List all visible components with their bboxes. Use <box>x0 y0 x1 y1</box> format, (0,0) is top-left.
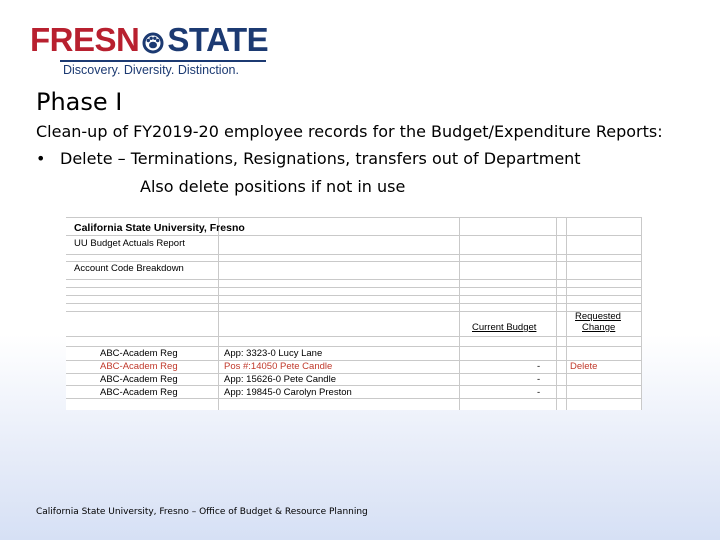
row-position-highlighted: Pos #:14050 Pete Candle <box>224 361 333 372</box>
row-budget: - <box>537 374 541 385</box>
col-header-change: Change <box>582 322 616 333</box>
col-header-current-budget: Current Budget <box>472 322 537 333</box>
row-dept: ABC-Academ Reg <box>100 387 178 398</box>
logo-word-state: STATE <box>167 21 269 58</box>
col-header-requested: Requested <box>575 311 621 322</box>
row-change-delete: Delete <box>570 361 598 372</box>
intro-text: Clean-up of FY2019-20 employee records for the Budget/Expenditure Reports: <box>36 122 663 141</box>
bullet-item <box>36 149 581 168</box>
row-dept: ABC-Academ Reg <box>100 374 178 385</box>
slide-title: Phase I <box>36 88 123 116</box>
bullet-symbol: • <box>36 149 46 168</box>
logo-wordmark <box>30 22 268 58</box>
fresno-state-logo <box>30 22 270 80</box>
spreadsheet-image <box>66 217 642 410</box>
paw-print-icon <box>140 25 166 51</box>
row-dept: ABC-Academ Reg <box>100 348 178 359</box>
bullet-text: Delete – Terminations, Resignations, transfers out of Department <box>60 149 581 168</box>
sheet-section-name: Account Code Breakdown <box>74 263 184 274</box>
logo-word-fresno: FRESN <box>30 21 140 58</box>
sub-line-text: Also delete positions if not in use <box>140 177 406 196</box>
row-budget: - <box>537 387 541 398</box>
row-budget: - <box>537 361 541 372</box>
row-position: App: 3323-0 Lucy Lane <box>224 348 323 359</box>
sheet-org-name: California State University, Fresno <box>74 222 245 234</box>
logo-divider <box>60 60 266 62</box>
logo-tagline: Discovery. Diversity. Distinction. <box>63 63 239 77</box>
row-position: App: 15626-0 Pete Candle <box>224 374 336 385</box>
row-dept-highlighted: ABC-Academ Reg <box>100 361 178 372</box>
footer-text: California State University, Fresno – Office of Budget & Resource Planning <box>36 507 368 517</box>
row-position: App: 19845-0 Carolyn Preston <box>224 387 352 398</box>
sheet-report-name: UU Budget Actuals Report <box>74 238 185 249</box>
